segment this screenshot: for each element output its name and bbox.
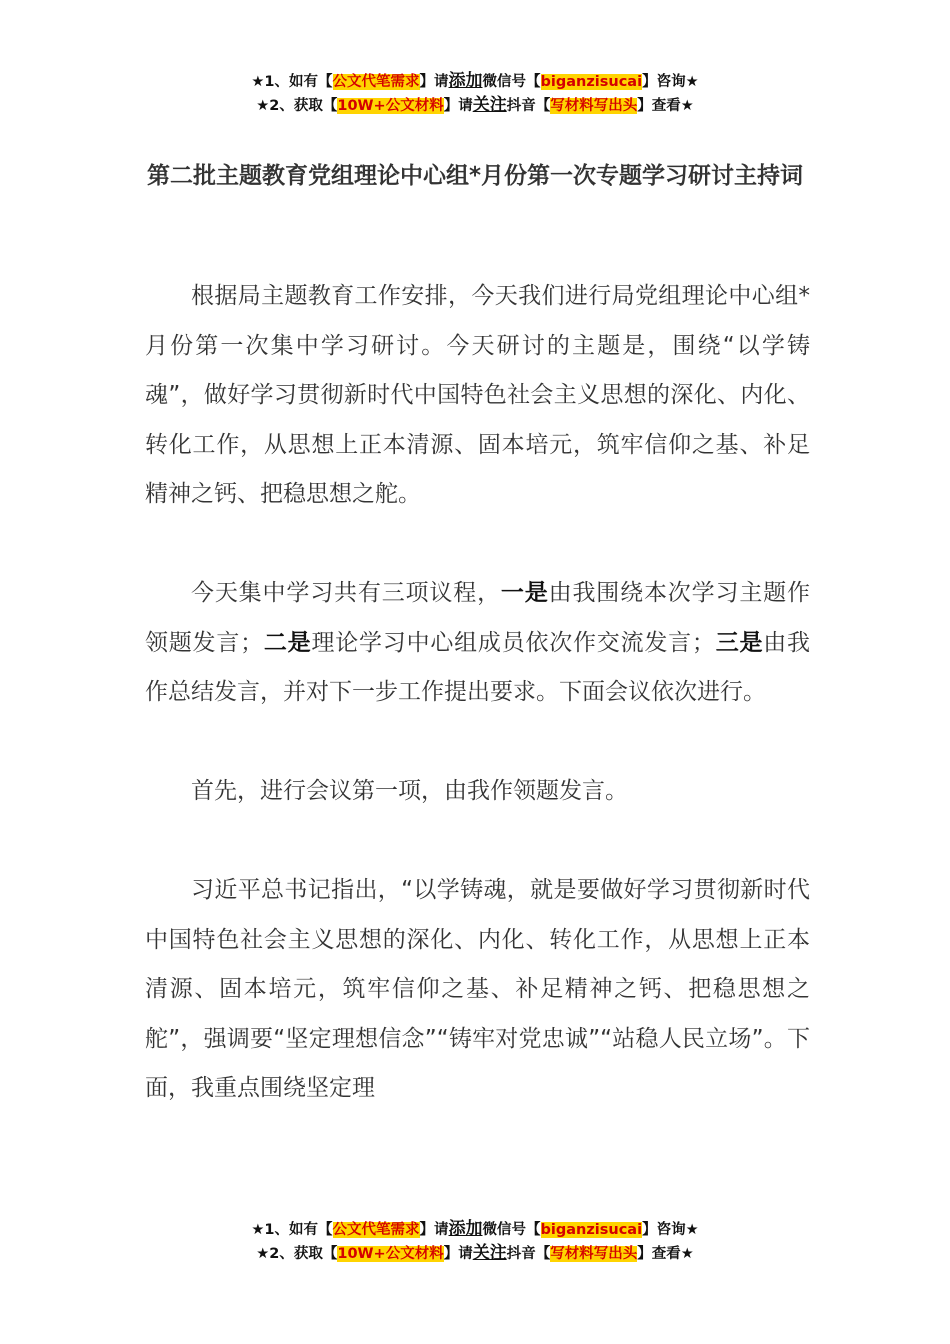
banner-highlight: 10W+公文材料	[337, 98, 444, 114]
banner-emphasis: 关注	[472, 95, 507, 115]
banner-highlight: biganzisucai	[540, 74, 643, 90]
banner-text: ★2、获取【	[256, 1246, 338, 1262]
paragraph-text: 由我围绕本次学习主题作领题发言；	[145, 580, 811, 656]
paragraph-text: 理论学习中心组成员依次作交流发言；	[311, 629, 715, 656]
banner-text: 微信号【	[482, 1222, 541, 1238]
banner-text: 】请	[443, 98, 473, 114]
banner-text: 】查看★	[637, 98, 694, 114]
document-body	[145, 272, 810, 1163]
banner-line-1	[0, 1218, 950, 1242]
agenda-marker: 一是	[500, 580, 549, 606]
banner-text: 】查看★	[637, 1246, 694, 1262]
banner-highlight: 公文代笔需求	[332, 1222, 420, 1238]
banner-highlight: 写材料写出头	[550, 1246, 638, 1262]
banner-emphasis: 添加	[448, 71, 483, 91]
paragraph-1: 根据局主题教育工作安排，今天我们进行局党组理论中心组*月份第一次集中学习研讨。今天研讨的主题是，围绕“以学铸魂”，做好学习贯彻新时代中国特色社会主义思想的深化、内化、转化工作，从思想上正本清源、固本培元，筑牢信仰之基、补足精神之钙、把稳思想之舵。	[145, 283, 810, 507]
banner-text: 】咨询★	[642, 1222, 699, 1238]
banner-line-2	[0, 1242, 950, 1266]
banner-emphasis: 关注	[472, 1243, 507, 1263]
paragraph-2	[145, 569, 810, 718]
banner-line-1	[0, 70, 950, 94]
banner-highlight: 写材料写出头	[550, 98, 638, 114]
paragraph-text: 由我作总结发言，并对下一步工作提出要求。下面会议依次进行。	[145, 629, 811, 705]
banner-emphasis: 添加	[448, 1219, 483, 1239]
paragraph-3: 首先，进行会议第一项，由我作领题发言。	[191, 778, 628, 804]
agenda-marker: 三是	[714, 629, 764, 656]
header-banner	[0, 70, 950, 118]
paragraph-4: 习近平总书记指出，“以学铸魂，就是要做好学习贯彻新时代中国特色社会主义思想的深化、内化、转化工作，从思想上正本清源、固本培元，筑牢信仰之基、补足精神之钙、把稳思想之舵”，强调要“坚定理想信念”“铸牢对党忠诚”“站稳人民立场”。下面，我重点围绕坚定理	[145, 877, 810, 1101]
banner-line-2	[0, 94, 950, 118]
banner-text: ★1、如有【	[251, 1222, 333, 1238]
banner-text: 】请	[419, 1222, 449, 1238]
banner-text: ★1、如有【	[251, 74, 333, 90]
banner-text: 】咨询★	[642, 74, 699, 90]
banner-text: 抖音【	[506, 98, 551, 114]
banner-text: 微信号【	[482, 74, 541, 90]
paragraph-text: 今天集中学习共有三项议程，	[191, 580, 501, 606]
banner-text: ★2、获取【	[256, 98, 338, 114]
banner-highlight: 公文代笔需求	[332, 74, 420, 90]
footer-banner	[0, 1218, 950, 1266]
banner-highlight: 10W+公文材料	[337, 1246, 444, 1262]
banner-text: 抖音【	[506, 1246, 551, 1262]
banner-text: 】请	[443, 1246, 473, 1262]
banner-text: 】请	[419, 74, 449, 90]
agenda-marker: 二是	[263, 629, 312, 656]
document-title: 第二批主题教育党组理论中心组*月份第一次专题学习研讨主持词	[146, 163, 804, 189]
banner-highlight: biganzisucai	[540, 1222, 643, 1238]
